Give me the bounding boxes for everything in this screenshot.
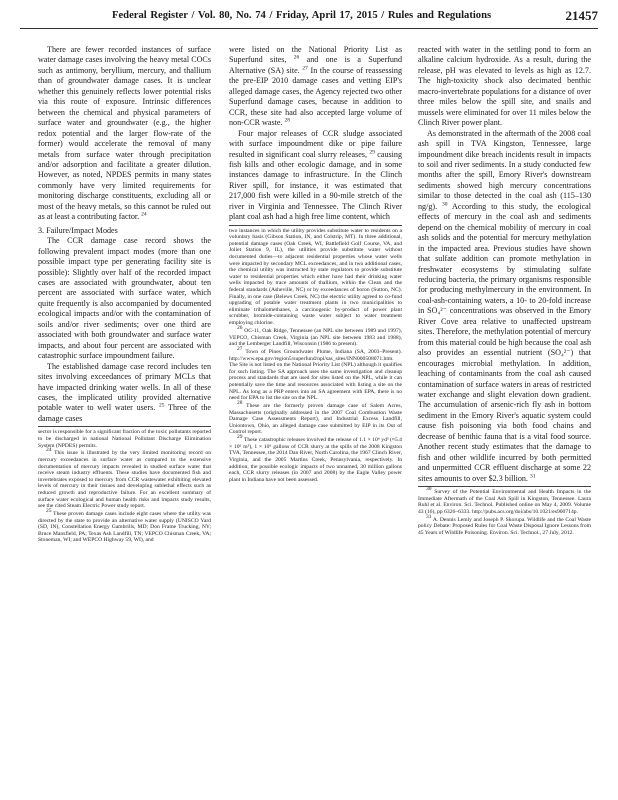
footnote-separator [229, 225, 402, 226]
column-1 [38, 45, 211, 545]
page-number: 21457 [565, 8, 598, 23]
footnote: $^{26}$ OC-11, Oak Ridge, Tennessee (an NPL site between 1989 and 1997), VEPCO, Chisman Creek, Virginia (an NPL site between 1983 and 1988), and the Lemberger Landfill, Wisconsin (1986 to present). [229, 325, 403, 348]
footnote: $^{24}$ This issue is illustrated by the very limited monitoring record on mercury exceedances in surface water as compared to the extensive documentation of mercury impacts revealed in studied surface water that receive steam industry effluents. These studies have documented fish and invertebrates exposed to mercury from CCR wastewater exhibiting elevated levels of mercury in their tissues and developing sublethal effects such as reduced growth and reproductive failure. For an excellent summary of surface water ecological and human health risks and impacts study results, see the cited Steam Electric Power study report. [38, 447, 211, 510]
paragraph: The established damage case record includes ten sites involving exceedances of primary MCLs that have impacted drinking water wells. In all of these cases, the implicated utility provided alternative potable water to well water users. $^{25}$ Three of the damage cases [38, 361, 211, 423]
column-2 [229, 45, 402, 485]
column-3 [418, 45, 591, 538]
header-title: Federal Register / Vol. 80, No. 74 / Friday, April 17, 2015 / Rules and Regulations [112, 10, 492, 21]
footnotes [229, 228, 402, 484]
footnote: $^{31}$ A. Dennis Lemly and Joseph P. Skorupa. Wildlife and the Coal Waste policy Debate: Proposed Rules for Coal Waste Disposal Ignore Lessons from 45 Years of Wildlife Poisoning. Environ. Sci. Technol., 27 July, 2012. [418, 513, 591, 536]
footnote: $^{25}$ These proven damage cases include eight cases where the utility was directed by the state to provide an alternative water supply (UNISCO Yard (SD, IN), Constellation Energy Gambrills, MD; Don Frame Trucking, NY; Bruce Mansfield, PA; Texas Ash Landfill, TN; VEPCO Chisman Creek, VA; Stoneman, WI; and WEPCO Highway 59, WI), and [38, 508, 211, 544]
footnote: $^{29}$ These catastrophic releases involved the release of 1.1 × 10⁶ yd³ (≈5.4 × 10⁶ m³), 1 × 10⁶ gallons of CCR slurry at the spills of the 2008 Kingston TVA, Tennessee, the 2014 Dan River, North Carolina, the 1967 Clinch River, Virginia, and the 2005 Martins Creek, Pennsylvania, respectively. In addition, the possible ecologic impacts of two unnamed, 30 million gallons each, CCR slurry releases (in 2007 and 2008) by the Eagle Valley power plant in Indiana have not been assessed. [229, 434, 402, 483]
footnote-separator [418, 486, 591, 487]
footnotes [418, 486, 591, 536]
paragraph: There are fewer recorded instances of surface water damage cases involving the heavy metal COCs such as antimony, beryllium, mercury, and thallium than of groundwater damage cases. It is unclear whether this genuinely reflects lower potential risks via this route of exposure. Intrinsic differences between the chemical and physical parameters of surface water and groundwater (e.g., the higher redox potential and the larger flow-rate of the former) would accelerate the removal of many metals from surface water through precipitation and/or adsorption and facilitate a greater dilution. However, as noted, NPDES permits in many states commonly have very limited requirements for monitoring discharge constituents, excluding all or most of the heavy metals, so this cannot be ruled out as at least a contributing factor. $^{24}$ [38, 45, 211, 222]
paragraph: were listed on the National Priority List as Superfund sites, $^{26}$ and one is a Superfund Alternative (SA) site. $^{27}$ In the course of reassessing the pre-EIP 2010 damage cases and vetting EIP's alleged damage cases, the Agency rejected two other Superfund damage cases, because in addition to CCR, these site had also accepted large volume of non-CCR waste. $^{28}$ [229, 45, 403, 128]
footnote-continuation: sector is responsible for a significant fraction of the toxic pollutants reported to be discharged in national National Pollutant Discharge Elimination System (NPDES) permits. [38, 429, 211, 449]
paragraph: As demonstrated in the aftermath of the 2008 coal ash spill in TVA Kingston, Tennessee, large impoundment dike breach incidents result in impacts to soil and river sediments. In a study conducted few months after the spill, Emory River's downstream sediments showed high mercury concentrations similar to those detected in the coal ash (115–130 ng/g). $^{30}$ According to this study, the ecological effects of mercury in the coal ash and sediments depend on the chemical mobility of mercury in coal ash solids and the potential for mercury methylation in the impacted area. Previous studies have shown that sulfate addition can promote methylation in freshwater ecosystems by stimulating sulfate reducing bacteria, the primary organisms responsible for producing methylmercury in the environment. In coal-ash-containing waters, a 10- to 20-fold increase in SO₄²⁻ concentrations was observed in the Emory River Cove area relative to unaffected upstream sites. Therefore, the methylation potential of mercury from this material could be high because the coal ash also provides an essential nutrient (SO₄²⁻) that encourages microbial methylation. In addition, leaching of contaminants from the coal ash caused contamination of surface waters in areas of restricted water exchange and slight elevation down gradient. The accumulation of arsenic-rich fly ash in bottom sediment in the Emory River's aquatic system could cause fish poisoning via both food chains and decrease of benthic fauna that is a vital food source. Another recent study estimates that the damage to fish and other wildlife incurred by both permitted and unpermitted CCR effluent discharge at some 22 sites amounts to over $2.3 billion. $^{31}$ [418, 128, 592, 483]
footnote: $^{30}$ Survey of the Potential Environmental and Health Impacts in the Immediate Aftermath of the Coal Ash Spill in Kingston, Tennessee. Laura Ruhl et al. Environ. Sci. Technol. Published online on May 4, 2009. Volume 43 (16), pp 6326–6333. http://pubs.acs.org/doi/abs/10.1021/es900714p. [418, 486, 591, 515]
footnote-separator [38, 426, 211, 427]
footnote: $^{27}$ Town of Pines Groundwater Plume, Indiana (SA, 2003–Present). http://www.epa.gov/region5/superfund/npl/sas_sites/INN000508071.htm. The Site is not listed on the National Priority List (NPL) although it qualifies for such listing. The SA approach uses the same investigation and cleanup process and standards that are used for sites listed on the NPL, while it can potentially save the time and resources associated with listing a site on the NPL. As long as a PRP enters into an SA agreement with EPA, there is no need for EPA to list the site on the NPL. [229, 346, 402, 402]
footnotes [38, 429, 211, 544]
footnote: $^{28}$ These are the formerly proven damage case of Salem Acres, Massachusetts (originally addressed in the 2007 Coal Combustion Waste Damage Case Assessments Report), and Industrial Excess Landfill, Uniontown, Ohio, an alleged damage case submitted by EIP in its Out of Control report. [229, 400, 402, 436]
footnote-continuation: two instances in which the utility provides substitute water to residents on a voluntary basis (Gibson Station, IN, and Colstrip, MT). In three additional, potential damage cases (Oak Creek, WI, Battlefield Golf Course, VA, and Joliet Station 9, IL), the utilities provide substitute water without documented duties—to adjacent residential properties whose water wells were impacted by secondary MCL exceedances, and in two additional cases, the chemical utility was instructed by state regulators to provide substitute water to residential properties which either have had their drinking water wells impacted by trace amounts of thallium, within the Clean and the federal standards (Asheville, NC) or by exceedances of boron (Sutton, NC). Finally, in one case (Belews Creek, NC) the electric utility agreed to co-fund upgrading of potable water treatment plants in two municipalities to eliminate trihalomethanes, a carcinogenic by-product of power plant scrubber, bromide-containing waste water subject to water treatment employing chlorine. [229, 227, 402, 327]
paragraph: reacted with water in the settling pond to form an alkaline calcium hydroxide. As a result, during the release, pH was elevated to levels as high as 12.7. The high-toxicity shock also decimated benthic macro-invertebrate populations for a distance of over three miles below the spill site, and snails and mussels were eliminated for over 11 miles below the Clinch River power plant. [418, 45, 591, 128]
header-rule [20, 28, 598, 29]
page-header [20, 7, 598, 27]
paragraph: The CCR damage case record shows the following prevalent impact modes (more than one possible impact type per generating facility site is possible): Slightly over half of the recorded impact cases are associated with groundwater, about ten percent are associated with surface water, which quite frequently is also accompanied by documented ecological impacts and/or with the contamination of soils and/or river sediments; over one third are associated with both groundwater and surface water impacts, and about four percent are associated with catastrophic surface impoundment failure. [38, 236, 211, 361]
paragraph: Four major releases of CCR sludge associated with surface impoundment dike or pipe failure resulted in significant coal slurry releases, $^{29}$ causing fish kills and other ecologic damage, and in some instances damage to infrastructure. In the Clinch River spill, for instance, it was estimated that 217,000 fish were killed in a 90-mile stretch of the river in Virginia and Tennessee. The Clinch River plant coal ash had a high free lime content, which [229, 128, 402, 222]
section-heading: 3. Failure/Impact Modes [38, 225, 118, 235]
